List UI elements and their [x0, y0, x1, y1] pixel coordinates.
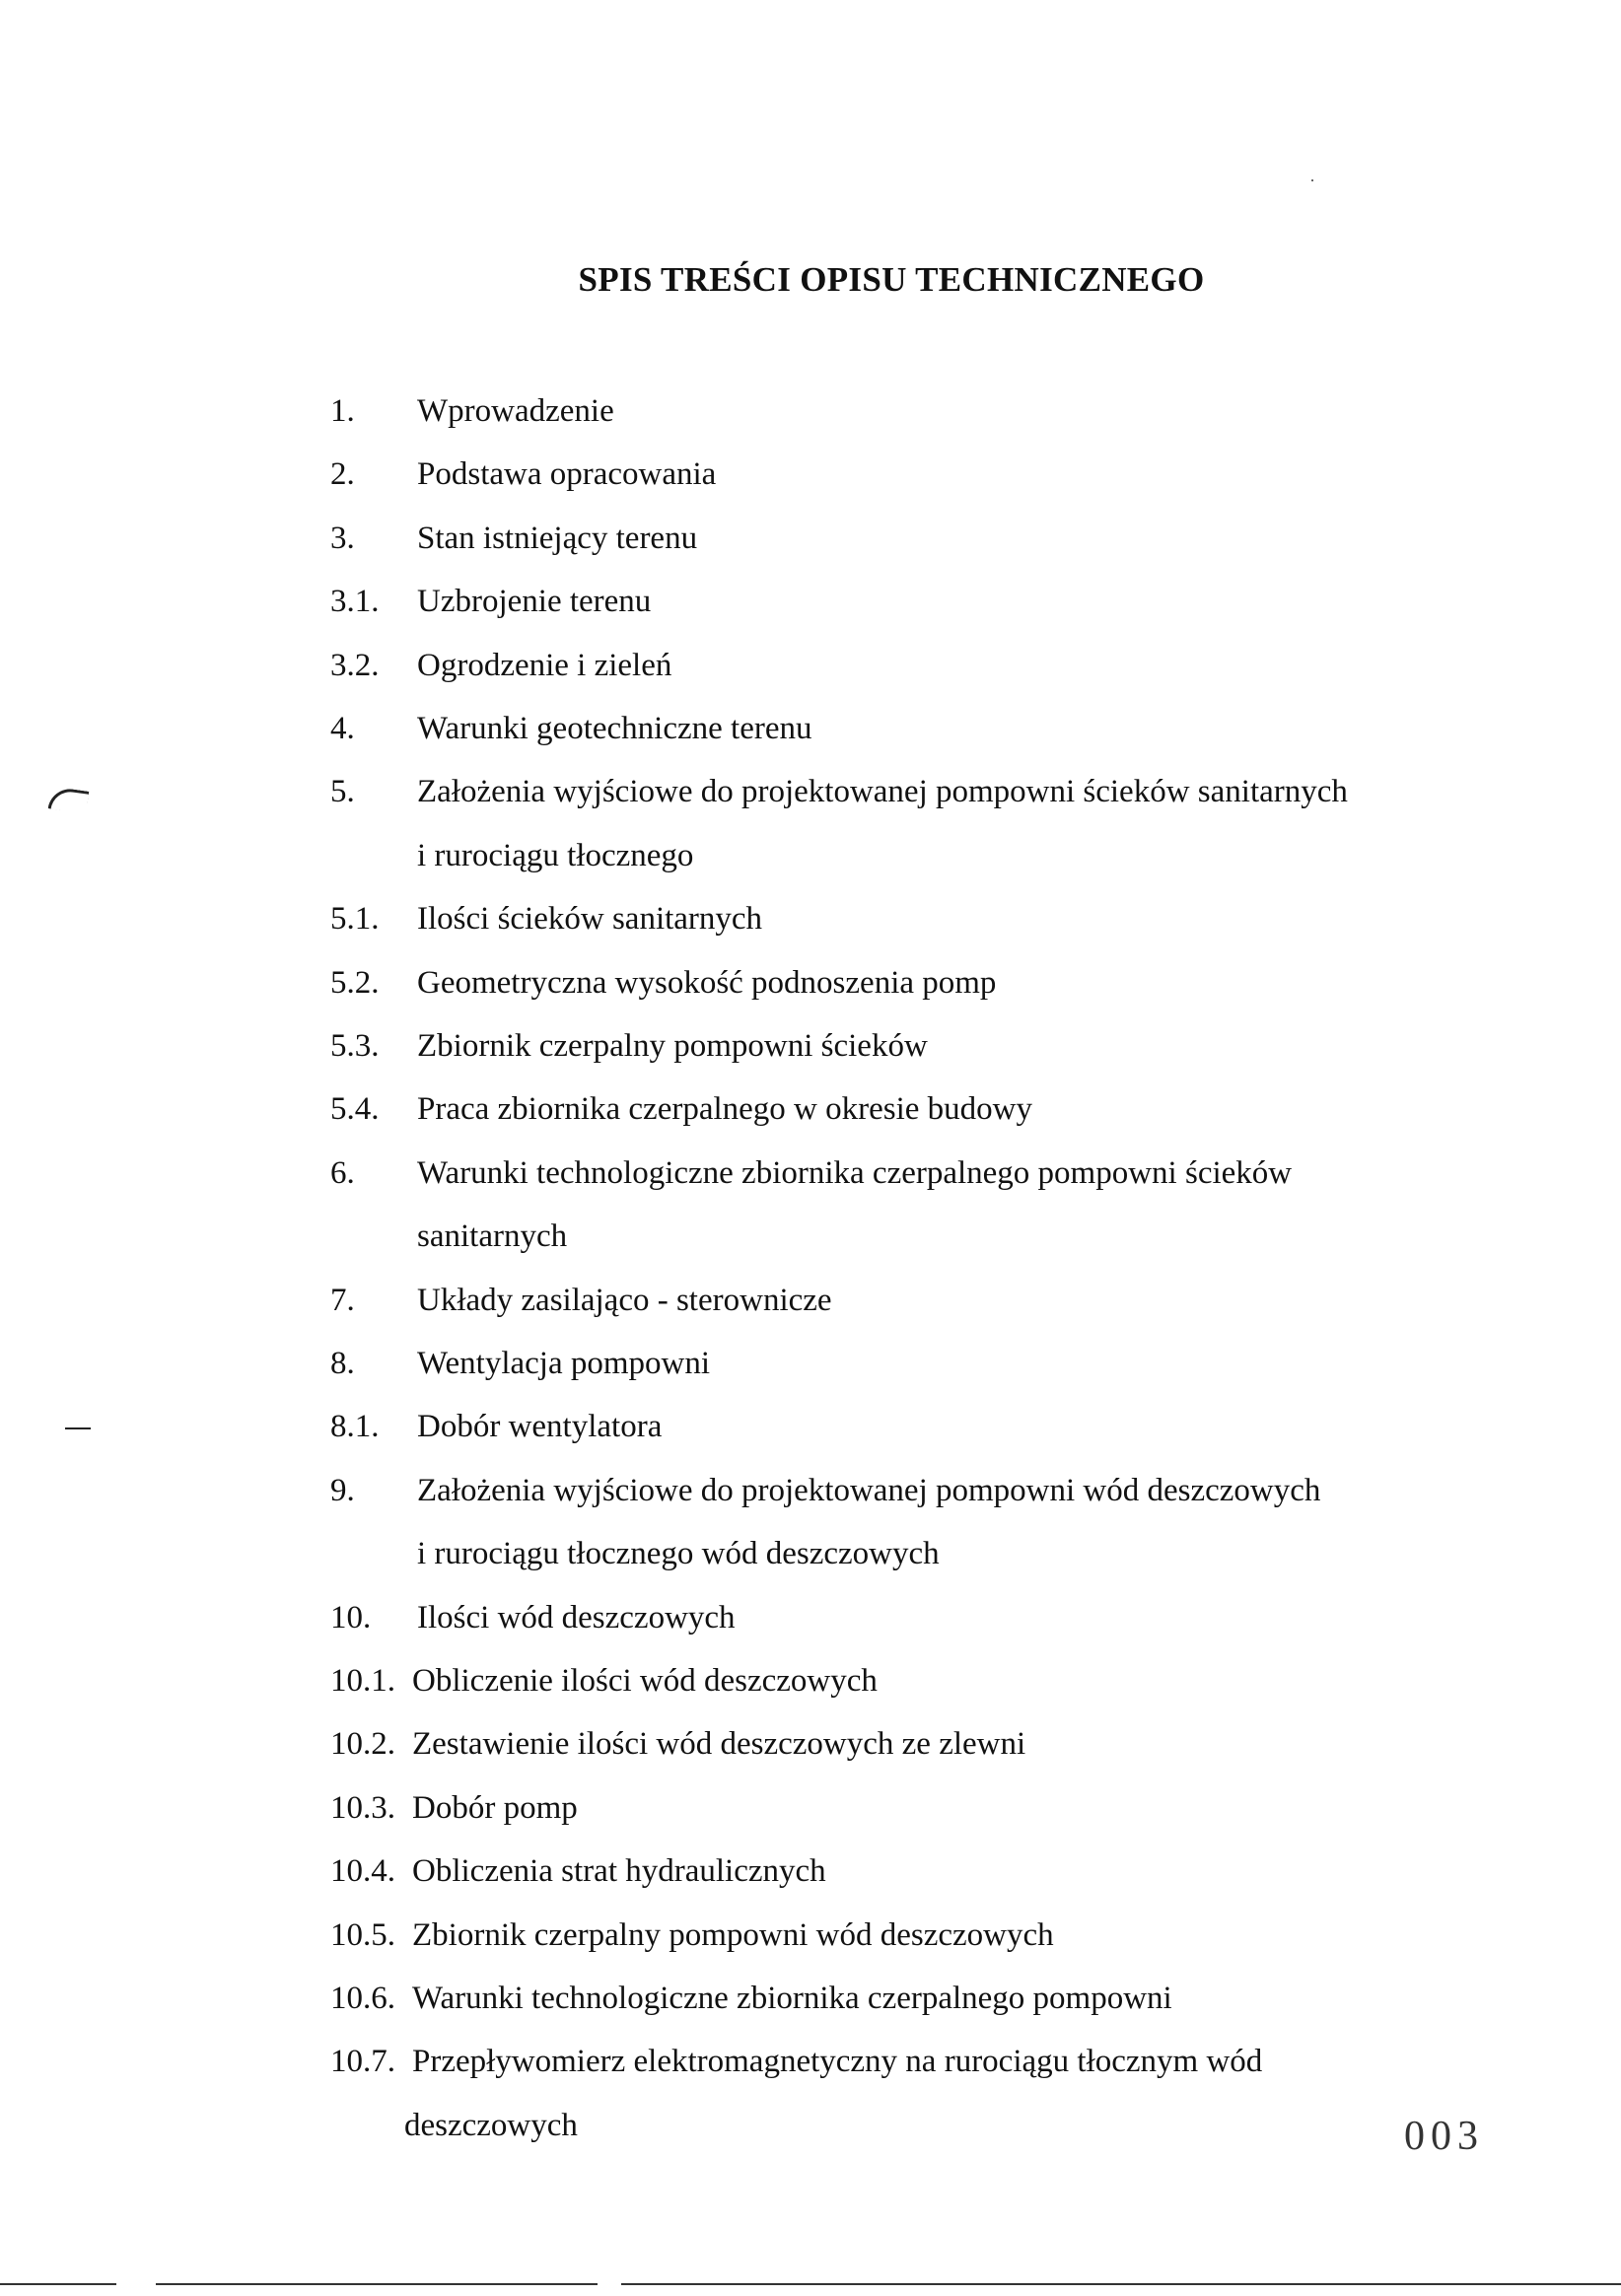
toc-title: Dobór wentylatora: [417, 1409, 663, 1445]
toc-number: 10.: [330, 1599, 372, 1635]
toc-title: Założenia wyjściowe do projektowanej pompowni ścieków sanitarnych: [417, 774, 1348, 810]
toc-number: 6.: [330, 1154, 355, 1191]
toc-title: Układy zasilająco - sterownicze: [417, 1282, 832, 1318]
toc-title: Warunki technologiczne zbiornika czerpalnego pompowni: [412, 1981, 1172, 2016]
toc-number: 3.2.: [330, 647, 380, 683]
toc-title: Obliczenie ilości wód deszczowych: [412, 1663, 878, 1699]
toc-number: 7.: [330, 1282, 355, 1318]
toc-number: 5.3.: [330, 1028, 380, 1064]
toc-title: Przepływomierz elektromagnetyczny na rurociągu tłocznym wód: [412, 2044, 1263, 2080]
toc-number: 9.: [330, 1472, 355, 1508]
toc-title: i rurociągu tłocznego: [417, 837, 694, 873]
toc-title: Praca zbiornika czerpalnego w okresie budowy: [417, 1091, 1033, 1128]
toc-number: 3.: [330, 520, 355, 556]
toc-number: 5.: [330, 774, 355, 810]
toc-title: Dobór pomp: [412, 1789, 578, 1826]
toc-number: 10.5.: [330, 1916, 395, 1953]
toc-title: Zbiornik czerpalny pompowni ścieków: [417, 1028, 928, 1064]
toc-title: deszczowych: [404, 2107, 578, 2143]
toc-number: 10.3.: [330, 1789, 395, 1826]
toc-number: 8.1.: [330, 1409, 380, 1445]
toc-title: Ogrodzenie i zieleń: [417, 647, 672, 683]
toc-number: 4.: [330, 711, 355, 746]
toc-title: Warunki technologiczne zbiornika czerpalnego pompowni ścieków: [417, 1154, 1293, 1191]
toc-title: Warunki geotechniczne terenu: [417, 711, 812, 746]
toc-number: 2.: [330, 456, 355, 493]
toc-title: Geometryczna wysokość podnoszenia pomp: [417, 964, 997, 1001]
toc-title: i rurociągu tłocznego wód deszczowych: [417, 1536, 940, 1572]
toc-title: Założenia wyjściowe do projektowanej pompowni wód deszczowych: [417, 1472, 1321, 1508]
toc-number: 1.: [330, 393, 355, 429]
bottom-edge-line: [0, 2283, 116, 2285]
toc-title: Stan istniejący terenu: [417, 520, 698, 556]
toc-number: 3.1.: [330, 584, 380, 620]
toc-title: Zbiornik czerpalny pompowni wód deszczowych: [412, 1916, 1054, 1953]
bottom-edge-line: [621, 2283, 1621, 2285]
scan-artifact-dash: [65, 1427, 91, 1429]
toc-title: Ilości wód deszczowych: [417, 1599, 736, 1635]
page-stamp-number: 003: [1404, 2114, 1484, 2159]
toc-number: 10.6.: [330, 1981, 395, 2016]
bottom-edge-line: [156, 2283, 598, 2285]
toc-number: 5.1.: [330, 901, 380, 938]
toc-title: Uzbrojenie terenu: [417, 584, 652, 620]
toc-title: Wentylacja pompowni: [417, 1346, 711, 1381]
toc-number: 10.1.: [330, 1663, 395, 1699]
toc-number: 10.2.: [330, 1726, 395, 1763]
toc-title: Podstawa opracowania: [417, 456, 717, 493]
toc-title: Obliczenia strat hydraulicznych: [412, 1853, 826, 1890]
toc-number: 5.4.: [330, 1091, 380, 1128]
toc-title: Ilości ścieków sanitarnych: [417, 901, 763, 938]
toc-number: 10.4.: [330, 1853, 395, 1890]
toc-number: 10.7.: [330, 2044, 395, 2080]
toc-title: Zestawienie ilości wód deszczowych ze zlewni: [412, 1726, 1026, 1763]
toc-title: Wprowadzenie: [417, 393, 614, 429]
toc-number: 8.: [330, 1346, 355, 1381]
toc-title: sanitarnych: [417, 1218, 568, 1255]
page-title: SPIS TREŚCI OPISU TECHNICZNEGO: [578, 260, 1205, 299]
toc-number: 5.2.: [330, 964, 380, 1001]
scan-artifact-dot: [1311, 179, 1313, 181]
